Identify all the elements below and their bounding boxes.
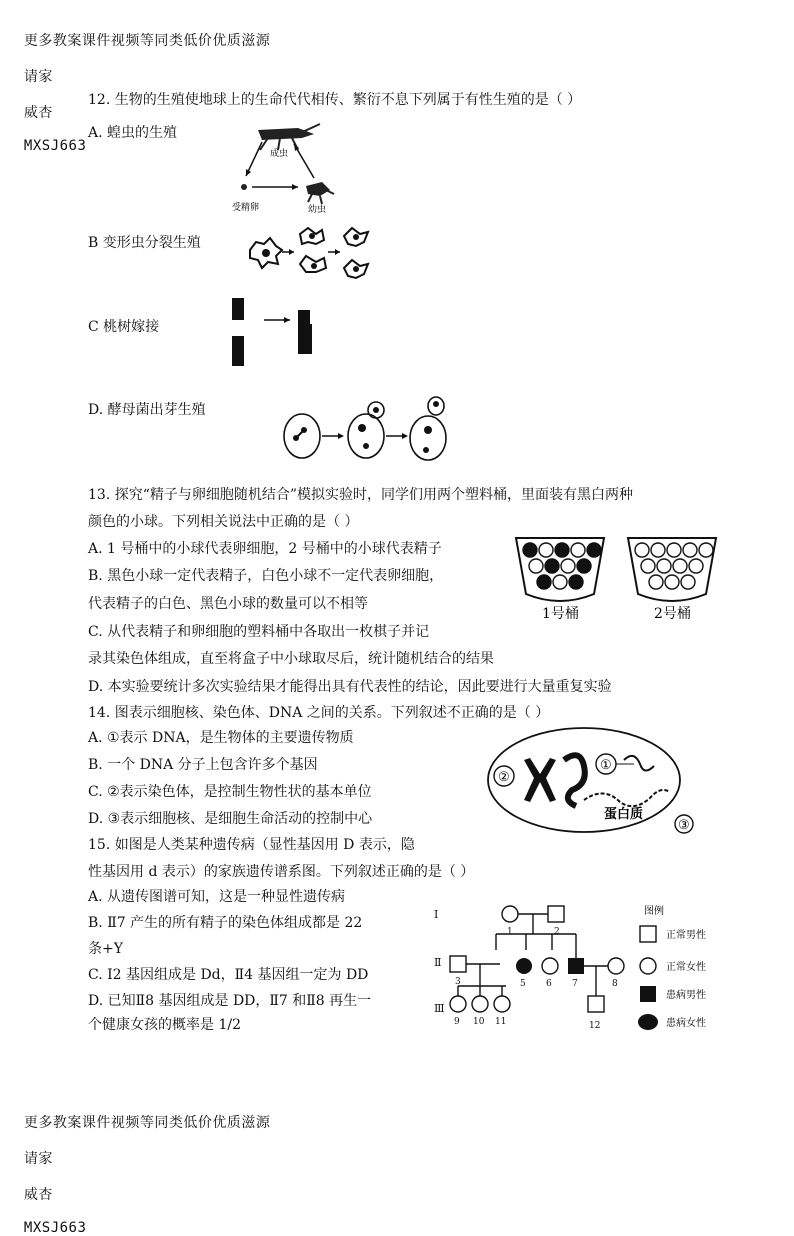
individual-11: [494, 996, 510, 1012]
gen-III-label: Ⅲ: [434, 1002, 445, 1015]
q15-stem-line1: 15. 如图是人类某种遗传病（显性基因用 D 表示，隐: [88, 837, 415, 853]
footer-code: MXSJ663: [23, 1220, 87, 1236]
svg-text:2: 2: [554, 927, 560, 937]
individual-9: [450, 996, 466, 1012]
q13-option-b-line1: B. 黑色小球一定代表精子，白色小球不一定代表卵细胞，: [88, 568, 444, 584]
svg-text:3: 3: [455, 977, 461, 987]
nymph-icon: [306, 182, 334, 204]
nucleus-chromosome-dna-figure: [484, 720, 704, 838]
individual-1: [502, 906, 518, 922]
q14-option-a: A. ①表示 DNA，是生物体的主要遗传物质: [88, 730, 354, 746]
q15-option-d-line1: D. 已知Ⅱ8 基因组成是 DD，Ⅱ7 和Ⅱ8 再生一: [88, 993, 372, 1009]
legend-normal-male: 正常男性: [666, 930, 706, 941]
bucket-1-label: 1号桶: [542, 606, 579, 622]
individual-2: [548, 906, 564, 922]
q13-option-c-line1: C. 从代表精子和卵细胞的塑料桶中各取出一枚棋子并记: [88, 624, 430, 640]
footer-contact: 请家: [23, 1151, 53, 1167]
footer-name: 威杏: [23, 1187, 53, 1203]
yeast-budding-figure: [278, 392, 458, 464]
q15-option-a: A. 从遗传图谱可知，这是一种显性遗传病: [88, 889, 346, 905]
svg-text:9: 9: [454, 1017, 460, 1027]
pedigree-figure: [430, 900, 730, 1034]
svg-text:10: 10: [473, 1017, 485, 1027]
q13-option-a: A. 1 号桶中的小球代表卵细胞，2 号桶中的小球代表精子: [88, 541, 442, 557]
q12-option-b: B 变形虫分裂生殖: [88, 235, 201, 251]
q13-stem-line2: 颜色的小球。下列相关说法中正确的是（ ）: [88, 514, 359, 530]
individual-10: [472, 996, 488, 1012]
footer-promo: 更多教案课件视频等同类低价优质滋源: [23, 1115, 271, 1131]
q15-option-d-line2: 个健康女孩的概率是 1/2: [88, 1017, 241, 1033]
q14-stem: 14. 图表示细胞核、染色体、DNA 之间的关系。下列叙述不正确的是（ ）: [88, 705, 550, 721]
dna-strand-icon: [584, 790, 670, 806]
q12-option-d: D. 酵母菌出芽生殖: [88, 402, 206, 418]
svg-text:5: 5: [520, 979, 526, 989]
bucket-1: [516, 538, 604, 601]
svg-text:12: 12: [589, 1021, 601, 1031]
header-code: MXSJ663: [23, 138, 87, 154]
legend-affected-male: 患病男性: [666, 990, 706, 1001]
bucket-2: [628, 538, 716, 601]
gen-I-label: Ⅰ: [434, 908, 439, 921]
individual-3: [450, 956, 466, 972]
amoeba-division-figure: [244, 222, 374, 284]
svg-text:1: 1: [507, 927, 513, 937]
marker-2: ②: [498, 770, 510, 785]
chromosome-icon: [524, 758, 556, 802]
q12-stem: 12. 生物的生殖使地球上的生命代代相传、繁衍不息下列属于有性生殖的是（ ）: [88, 92, 582, 108]
svg-text:11: 11: [495, 1017, 507, 1027]
q15-option-b-line2: 条+Y: [88, 941, 123, 957]
q15-option-b-line1: B. Ⅱ7 产生的所有精子的染色体组成都是 22: [88, 915, 363, 931]
gen-II-label: Ⅱ: [434, 956, 442, 969]
header-name: 威杏: [23, 105, 53, 121]
bucket-2-label: 2号桶: [654, 606, 691, 622]
q12-option-a: A. 蝗虫的生殖: [88, 125, 178, 141]
protein-label: 蛋白质: [604, 807, 644, 822]
individual-5: [516, 958, 532, 974]
page-footer: [14, 1096, 270, 1236]
q14-option-d: D. ③表示细胞核、是细胞生命活动的控制中心: [88, 811, 373, 827]
svg-text:8: 8: [612, 979, 618, 989]
q15-option-c: C. Ⅰ2 基因组成是 Dd，Ⅱ4 基因组一定为 DD: [88, 967, 369, 983]
q13-option-b-line2: 代表精子的白色、黑色小球的数量可以不相等: [88, 596, 368, 612]
legend-affected-female: 患病女性: [666, 1018, 706, 1029]
nymph-label: 幼虫: [308, 205, 327, 215]
adult-locust-icon: [258, 124, 320, 150]
marker-3: ③: [678, 818, 690, 833]
locust-life-cycle-figure: [228, 120, 348, 216]
q14-option-b: B. 一个 DNA 分子上包含许多个基因: [88, 757, 318, 773]
header-promo: 更多教案课件视频等同类低价优质滋源: [23, 33, 271, 49]
legend-normal-female: 正常女性: [666, 962, 706, 973]
individual-12: [588, 996, 604, 1012]
individual-6: [542, 958, 558, 974]
q13-option-c-line2: 录其染色体组成，直至将盒子中小球取尽后，统计随机结合的结果: [88, 651, 494, 667]
egg-label: 受精卵: [232, 203, 260, 213]
svg-text:6: 6: [546, 979, 552, 989]
buckets-figure: [512, 530, 722, 622]
peach-grafting-figure: [230, 296, 330, 372]
q15-stem-line2: 性基因用 d 表示）的家族遗传谱系图。下列叙述正确的是（ ）: [88, 864, 475, 880]
individual-8: [608, 958, 624, 974]
legend-title: 图例: [644, 906, 664, 917]
q12-option-c: C 桃树嫁接: [88, 319, 160, 335]
adult-label: 成虫: [270, 149, 289, 159]
individual-7: [568, 958, 584, 974]
q13-stem-line1: 13. 探究“精子与卵细胞随机结合”模拟实验时，同学们用两个塑料桶，里面装有黑白两种: [88, 487, 634, 503]
q14-option-c: C. ②表示染色体，是控制生物性状的基本单位: [88, 784, 372, 800]
q13-option-d: D. 本实验要统计多次实验结果才能得出具有代表性的结论，因此要进行大量重复实验: [88, 679, 612, 695]
header-contact: 请家: [23, 69, 53, 85]
marker-1: ①: [600, 758, 612, 773]
svg-text:7: 7: [572, 979, 578, 989]
egg-icon: [241, 184, 247, 190]
